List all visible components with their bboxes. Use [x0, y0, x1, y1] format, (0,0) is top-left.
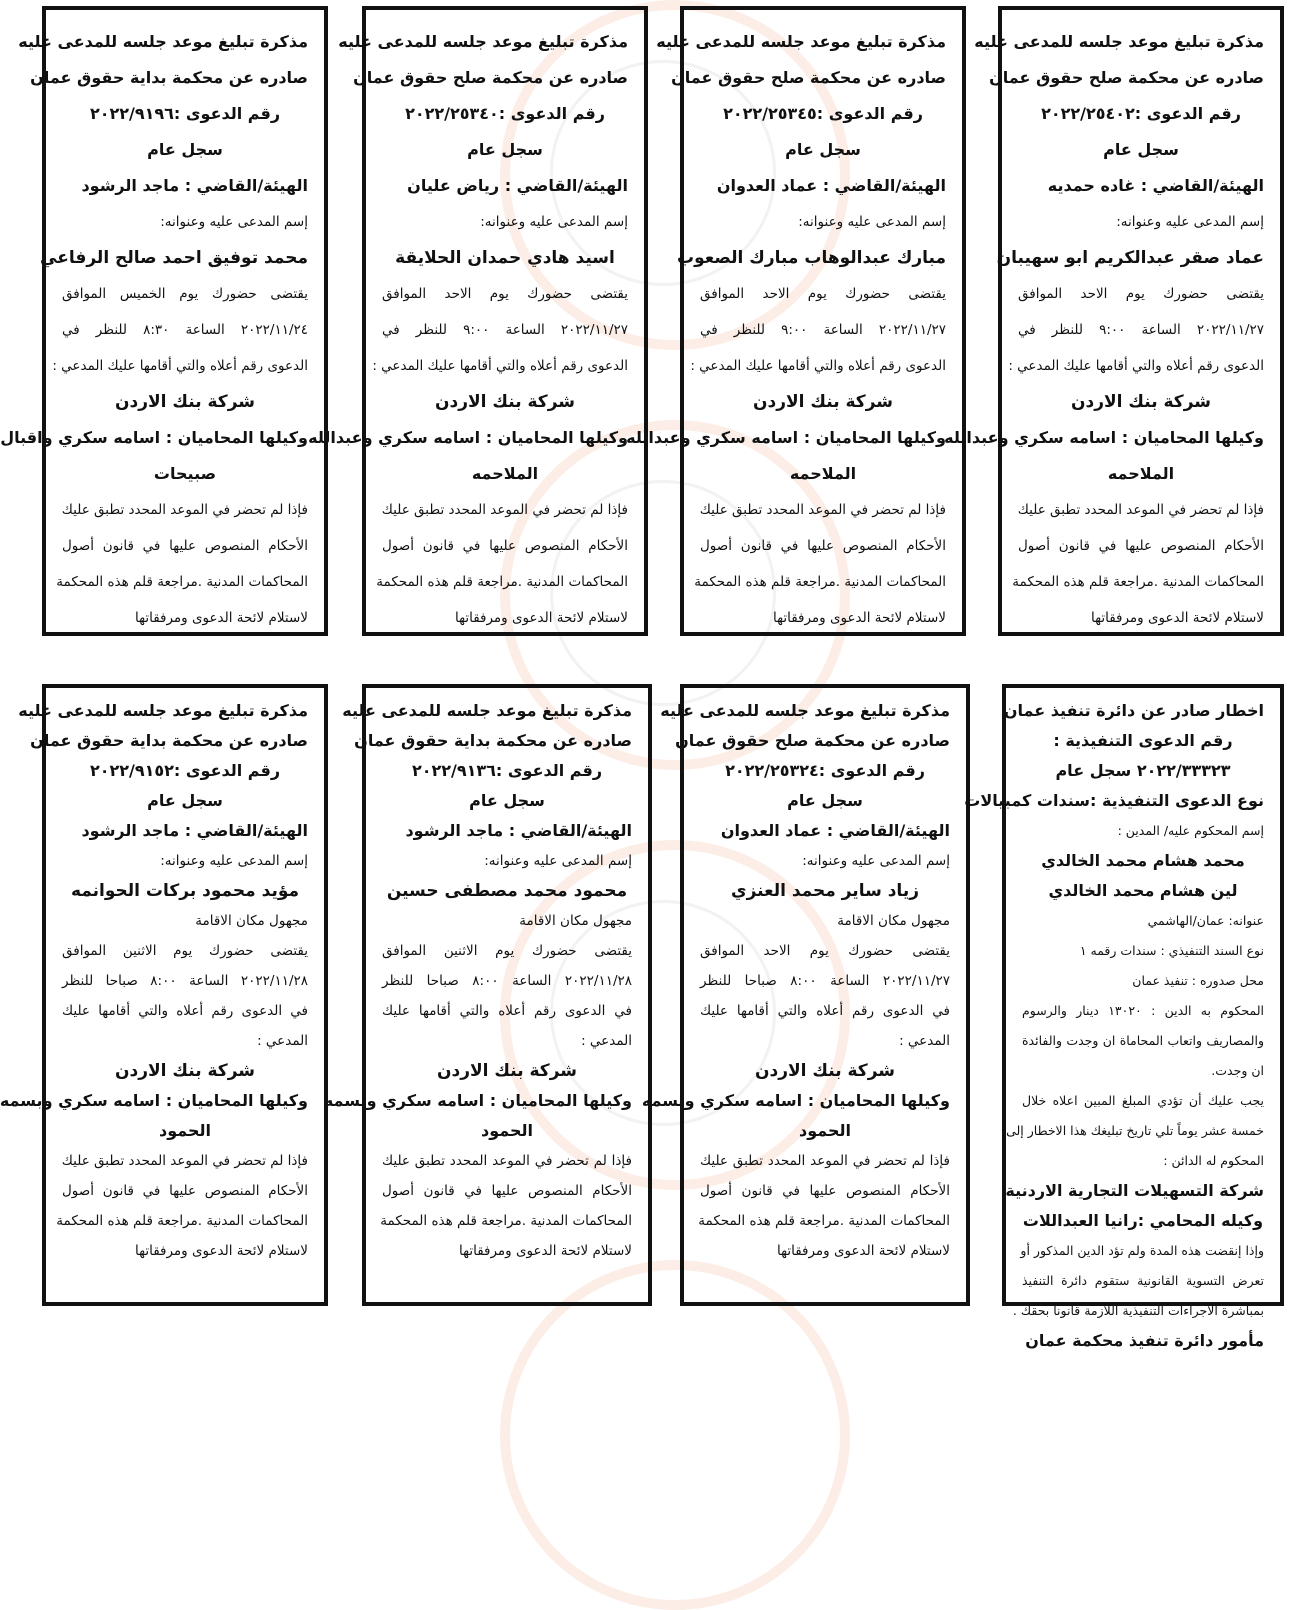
- warning-line: لاستلام لائحة الدعوى ومرفقاتها: [134, 610, 308, 626]
- court-notice: [323, 684, 652, 1306]
- attend-line: المدعي :: [899, 1033, 950, 1049]
- register-type: سجل عام: [147, 791, 223, 810]
- attend-line: ٢٠٢٢/١١/٢٧ الساعة ٩:٠٠ للنظر في: [1018, 322, 1264, 338]
- court-name: صادره عن محكمة صلح حقوق عمان: [671, 68, 946, 87]
- case-number: رقم الدعوى :٢٠٢٢/٢٥٣٤٠: [405, 104, 605, 123]
- attend-line: الدعوى رقم أعلاه والتي أقامها عليك المدعي :: [52, 358, 308, 374]
- lawyers: وكيلها المحاميان : اسامه سكري وبسمه: [641, 1091, 950, 1110]
- case-number: رقم الدعوى :٢٠٢٢/٢٥٣٤٥: [723, 104, 923, 123]
- warning-line: فإذا لم تحضر في الموعد المحدد تطبق عليك: [381, 502, 628, 518]
- judge: الهيئة/القاضي : رياض عليان: [407, 176, 628, 195]
- register-type: سجل عام: [147, 140, 223, 159]
- defendant-name: محمد توفيق احمد صالح الرفاعي: [40, 248, 308, 268]
- notice-title: مذكرة تبليغ موعد جلسه للمدعى عليه: [342, 701, 632, 720]
- lawyers: وكيلها المحاميان : اسامه سكري وعبدالله: [626, 428, 946, 447]
- plaintiff-name: شركة بنك الاردن: [755, 1061, 895, 1081]
- defendant-label: إسم المدعى عليه وعنوانه:: [160, 214, 308, 230]
- note-line: وإذا إنقضت هذه المدة ولم تؤد الدين المذكور أو: [1020, 1243, 1264, 1258]
- warning-line: لاستلام لائحة الدعوى ومرفقاتها: [1090, 610, 1264, 626]
- case-number: رقم الدعوى :٢٠٢٢/٩١٥٢: [89, 761, 281, 780]
- judge: الهيئة/القاضي : ماجد الرشود: [81, 821, 308, 840]
- creditor-name: شركة التسهيلات التجارية الاردنية: [1005, 1181, 1264, 1200]
- residence-status: مجهول مكان الاقامة: [519, 913, 632, 929]
- warning-line: الأحكام المنصوص عليها في قانون أصول: [382, 538, 628, 554]
- enforcement-notice: [964, 684, 1284, 1350]
- defendant-label: إسم المدعى عليه وعنوانه:: [160, 853, 308, 869]
- amount-line: ان وجدت.: [1211, 1063, 1264, 1078]
- court-name: صادره عن محكمة بداية حقوق عمان: [30, 68, 308, 87]
- judge: الهيئة/القاضي : ماجد الرشود: [81, 176, 308, 195]
- attend-line: المدعي :: [581, 1033, 632, 1049]
- defendant-label: إسم المدعى عليه وعنوانه:: [480, 214, 628, 230]
- attend-line: يقتضى حضورك يوم الاحد الموافق: [382, 286, 628, 302]
- case-number: رقم الدعوى :٢٠٢٢/٩١٩٦: [89, 104, 281, 123]
- notice-title: مذكرة تبليغ موعد جلسه للمدعى عليه: [656, 32, 946, 51]
- warning-line: لاستلام لائحة الدعوى ومرفقاتها: [134, 1243, 308, 1259]
- register-type: سجل عام: [467, 140, 543, 159]
- warning-line: فإذا لم تحضر في الموعد المحدد تطبق عليك: [61, 1153, 308, 1169]
- enforcement-title: اخطار صادر عن دائرة تنفيذ عمان: [1003, 701, 1264, 720]
- lawyers-cont: الحمود: [481, 1121, 533, 1140]
- attend-line: ٢٠٢٢/١١/٢٨ الساعة ٨:٠٠ صباحا للنظر: [382, 973, 632, 989]
- note-line: تعرض التسوية القانونية ستقوم دائرة التنفيذ: [1022, 1273, 1264, 1288]
- defendant-label: إسم المدعى عليه وعنوانه:: [802, 853, 950, 869]
- enforcement-case-type: نوع الدعوى التنفيذية :سندات كمبيالات: [964, 791, 1264, 810]
- payment-line: خمسة عشر يوماً تلي تاريخ تبليغك هذا الاخطار إلى: [1006, 1123, 1264, 1138]
- amount-line: والمصاريف واتعاب المحاماة ان وجدت والفائدة: [1022, 1033, 1264, 1048]
- case-number: رقم الدعوى :٢٠٢٢/٢٥٣٢٤: [725, 761, 925, 780]
- attend-line: ٢٠٢٢/١١/٢٧ الساعة ٨:٠٠ صباحا للنظر: [700, 973, 950, 989]
- court-notice: [944, 6, 1284, 636]
- attend-line: في الدعوى رقم أعلاه والتي أقامها عليك: [62, 1003, 308, 1019]
- attend-line: ٢٠٢٢/١١/٢٧ الساعة ٩:٠٠ للنظر في: [700, 322, 946, 338]
- warning-line: المحاكمات المدنية .مراجعة قلم هذه المحكمة: [1012, 574, 1264, 590]
- warning-line: الأحكام المنصوص عليها في قانون أصول: [1018, 538, 1264, 554]
- judge: الهيئة/القاضي : عماد العدوان: [720, 821, 950, 840]
- defendant-name: اسيد هادي حمدان الحلايقة: [395, 248, 615, 268]
- attend-line: يقتضى حضورك يوم الاثنين الموافق: [62, 943, 308, 959]
- notice-title: مذكرة تبليغ موعد جلسه للمدعى عليه: [660, 701, 950, 720]
- attend-line: ٢٠٢٢/١١/٢٨ الساعة ٨:٠٠ صباحا للنظر: [62, 973, 308, 989]
- attend-line: في الدعوى رقم أعلاه والتي أقامها عليك: [382, 1003, 632, 1019]
- warning-line: فإذا لم تحضر في الموعد المحدد تطبق عليك: [61, 502, 308, 518]
- lawyers-cont: صبيحات: [153, 464, 217, 483]
- warning-line: المحاكمات المدنية .مراجعة قلم هذه المحكمة: [380, 1213, 632, 1229]
- warning-line: فإذا لم تحضر في الموعد المحدد تطبق عليك: [382, 1153, 632, 1169]
- document-type: نوع السند التنفيذي : سندات رقمه ١: [1079, 943, 1264, 958]
- warning-line: لاستلام لائحة الدعوى ومرفقاتها: [458, 1243, 632, 1259]
- court-name: صادره عن محكمة صلح حقوق عمان: [353, 68, 628, 87]
- payment-line: المحكوم له الدائن :: [1163, 1153, 1264, 1168]
- court-notice: [0, 6, 328, 636]
- lawyers-cont: الملاحمه: [1107, 464, 1175, 483]
- creditor-lawyer: وكيله المحامي :رانيا العبداللات: [1022, 1211, 1264, 1230]
- judge: الهيئة/القاضي : غاده حمديه: [1047, 176, 1264, 195]
- warning-line: فإذا لم تحضر في الموعد المحدد تطبق عليك: [700, 1153, 950, 1169]
- lawyers: وكيلها المحاميان : اسامه سكري واقبال: [0, 428, 308, 447]
- attend-line: المدعي :: [257, 1033, 308, 1049]
- payment-line: يجب عليك أن تؤدي المبلغ المبين اعلاه خلال: [1022, 1093, 1264, 1108]
- defendant-label: إسم المدعى عليه وعنوانه:: [798, 214, 946, 230]
- warning-line: الأحكام المنصوص عليها في قانون أصول: [700, 538, 946, 554]
- lawyers: وكيلها المحاميان : اسامه سكري وبسمه: [0, 1091, 308, 1110]
- officer-signature: مأمور دائرة تنفيذ محكمة عمان: [1025, 1331, 1264, 1350]
- enforcement-case-number: ٢٠٢٢/٣٣٣٢٣ سجل عام: [1055, 761, 1231, 780]
- plaintiff-name: شركة بنك الاردن: [435, 392, 575, 412]
- warning-line: الأحكام المنصوص عليها في قانون أصول: [382, 1183, 632, 1199]
- court-name: صادره عن محكمة بداية حقوق عمان: [354, 731, 632, 750]
- attend-line: في الدعوى رقم أعلاه والتي أقامها عليك: [700, 1003, 950, 1019]
- defendant-name: عماد صقر عبدالكريم ابو سهيبان: [996, 248, 1264, 268]
- warning-line: فإذا لم تحضر في الموعد المحدد تطبق عليك: [699, 502, 946, 518]
- lawyers: وكيلها المحاميان : اسامه سكري وعبدالله: [308, 428, 628, 447]
- defendant-name: محمود محمد مصطفى حسين: [386, 881, 628, 901]
- attend-line: الدعوى رقم أعلاه والتي أقامها عليك المدعي :: [690, 358, 946, 374]
- debtor-name: لين هشام محمد الخالدي: [1048, 881, 1238, 900]
- attend-line: يقتضى حضورك يوم الاحد الموافق: [700, 286, 946, 302]
- residence-status: مجهول مكان الاقامة: [195, 913, 308, 929]
- lawyers: وكيلها المحاميان : اسامه سكري وبسمه: [323, 1091, 632, 1110]
- case-number: رقم الدعوى :٢٠٢٢/٢٥٤٠٢: [1041, 104, 1241, 123]
- warning-line: الأحكام المنصوص عليها في قانون أصول: [62, 538, 308, 554]
- attend-line: يقتضى حضورك يوم الخميس الموافق: [62, 286, 308, 302]
- court-name: صادره عن محكمة صلح حقوق عمان: [989, 68, 1264, 87]
- attend-line: يقتضى حضورك يوم الاحد الموافق: [1018, 286, 1264, 302]
- defendant-name: مؤيد محمود بركات الحوانمه: [70, 881, 300, 901]
- attend-line: يقتضى حضورك يوم الاحد الموافق: [700, 943, 950, 959]
- notice-title: مذكرة تبليغ موعد جلسه للمدعى عليه: [338, 32, 628, 51]
- debtor-address: عنوانه: عمان/الهاشمي: [1147, 913, 1264, 928]
- warning-line: المحاكمات المدنية .مراجعة قلم هذه المحكمة: [694, 574, 946, 590]
- warning-line: لاستلام لائحة الدعوى ومرفقاتها: [772, 610, 946, 626]
- debtor-name: محمد هشام محمد الخالدي: [1041, 851, 1245, 870]
- issue-place: محل صدوره : تنفيذ عمان: [1132, 973, 1264, 988]
- warning-line: المحاكمات المدنية .مراجعة قلم هذه المحكمة: [698, 1213, 950, 1229]
- judge: الهيئة/القاضي : عماد العدوان: [716, 176, 946, 195]
- court-notice: [641, 684, 970, 1306]
- register-type: سجل عام: [787, 791, 863, 810]
- plaintiff-name: شركة بنك الاردن: [753, 392, 893, 412]
- defendant-label: إسم المدعى عليه وعنوانه:: [1116, 214, 1264, 230]
- residence-status: مجهول مكان الاقامة: [837, 913, 950, 929]
- warning-line: الأحكام المنصوص عليها في قانون أصول: [700, 1183, 950, 1199]
- plaintiff-name: شركة بنك الاردن: [1071, 392, 1211, 412]
- warning-line: المحاكمات المدنية .مراجعة قلم هذه المحكمة: [56, 574, 308, 590]
- court-notice: [308, 6, 648, 636]
- defendant-name: مبارك عبدالوهاب مبارك الصعوب: [677, 248, 946, 268]
- warning-line: لاستلام لائحة الدعوى ومرفقاتها: [776, 1243, 950, 1259]
- register-type: سجل عام: [1103, 140, 1179, 159]
- lawyers-cont: الحمود: [159, 1121, 211, 1140]
- warning-line: فإذا لم تحضر في الموعد المحدد تطبق عليك: [1017, 502, 1264, 518]
- court-notice: [0, 684, 328, 1306]
- notice-title: مذكرة تبليغ موعد جلسه للمدعى عليه: [18, 32, 308, 51]
- court-notice: [626, 6, 966, 636]
- lawyers-cont: الملاحمه: [471, 464, 539, 483]
- court-name: صادره عن محكمة صلح حقوق عمان: [675, 731, 950, 750]
- case-number: رقم الدعوى :٢٠٢٢/٩١٣٦: [411, 761, 603, 780]
- debtor-label: إسم المحكوم عليه/ المدين :: [1117, 823, 1264, 838]
- lawyers-cont: الملاحمه: [789, 464, 857, 483]
- register-type: سجل عام: [469, 791, 545, 810]
- court-name: صادره عن محكمة بداية حقوق عمان: [30, 731, 308, 750]
- plaintiff-name: شركة بنك الاردن: [115, 1061, 255, 1081]
- plaintiff-name: شركة بنك الاردن: [437, 1061, 577, 1081]
- attend-line: ٢٠٢٢/١١/٢٧ الساعة ٩:٠٠ للنظر في: [382, 322, 628, 338]
- judge: الهيئة/القاضي : ماجد الرشود: [405, 821, 632, 840]
- defendant-label: إسم المدعى عليه وعنوانه:: [484, 853, 632, 869]
- amount-line: المحكوم به الدين : ١٣٠٢٠ دينار والرسوم: [1022, 1003, 1264, 1018]
- attend-line: الدعوى رقم أعلاه والتي أقامها عليك المدعي :: [372, 358, 628, 374]
- defendant-name: زياد ساير محمد العنزي: [731, 881, 919, 901]
- attend-line: يقتضى حضورك يوم الاثنين الموافق: [382, 943, 632, 959]
- warning-line: الأحكام المنصوص عليها في قانون أصول: [62, 1183, 308, 1199]
- attend-line: ٢٠٢٢/١١/٢٤ الساعة ٨:٣٠ للنظر في: [62, 322, 308, 338]
- warning-line: المحاكمات المدنية .مراجعة قلم هذه المحكمة: [376, 574, 628, 590]
- warning-line: المحاكمات المدنية .مراجعة قلم هذه المحكمة: [56, 1213, 308, 1229]
- attend-line: الدعوى رقم أعلاه والتي أقامها عليك المدعي :: [1008, 358, 1264, 374]
- enforcement-case-label: رقم الدعوى التنفيذية :: [1053, 731, 1233, 750]
- lawyers-cont: الحمود: [799, 1121, 851, 1140]
- notice-title: مذكرة تبليغ موعد جلسه للمدعى عليه: [18, 701, 308, 720]
- register-type: سجل عام: [785, 140, 861, 159]
- notice-title: مذكرة تبليغ موعد جلسه للمدعى عليه: [974, 32, 1264, 51]
- note-line: بمباشرة الاجراءات التنفيذية اللازمة قانوناً بحقك .: [1012, 1303, 1264, 1318]
- lawyers: وكيلها المحاميان : اسامه سكري وعبدالله: [944, 428, 1264, 447]
- warning-line: لاستلام لائحة الدعوى ومرفقاتها: [454, 610, 628, 626]
- plaintiff-name: شركة بنك الاردن: [115, 392, 255, 412]
